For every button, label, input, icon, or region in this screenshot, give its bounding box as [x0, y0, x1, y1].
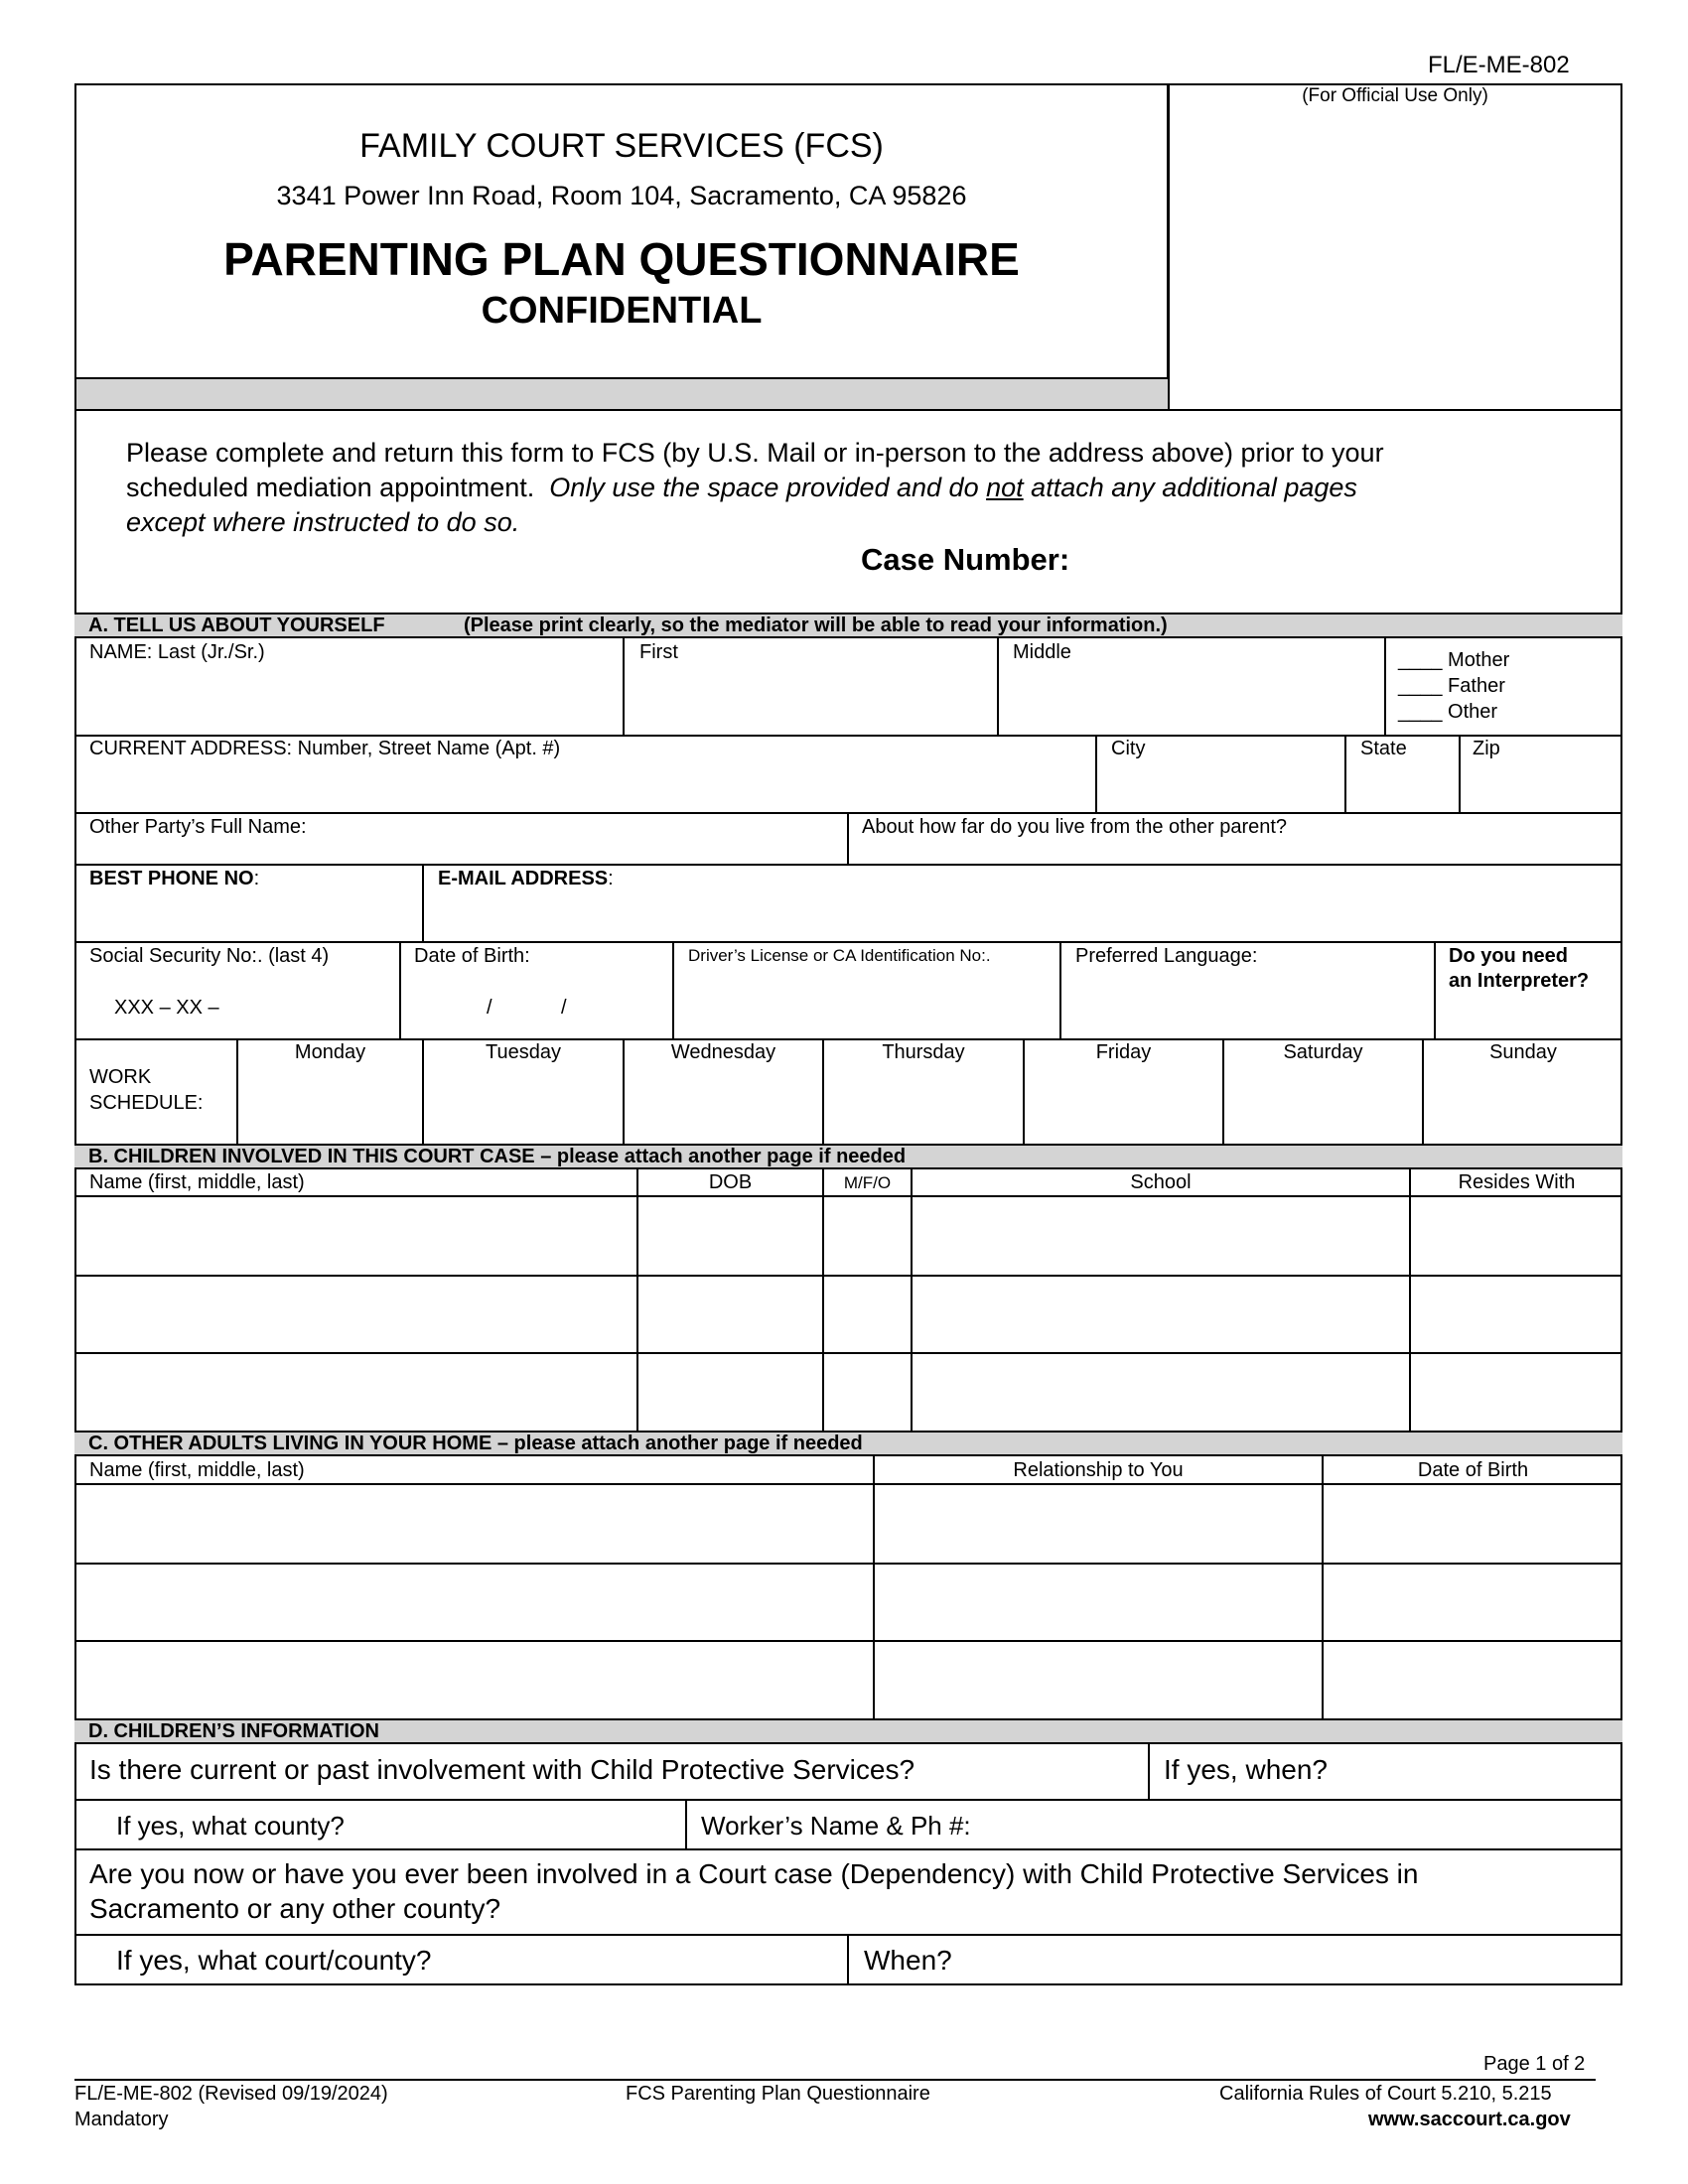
- dl-label: Driver’s License or CA Identification No:.: [688, 946, 991, 965]
- form-body: [74, 409, 1622, 1985]
- instructions-italic-b: attach any additional pages: [1031, 473, 1357, 502]
- b-col-dob: DOB: [708, 1171, 753, 1193]
- interpreter-line1: Do you need: [1449, 945, 1569, 967]
- city-label: City: [1111, 738, 1146, 759]
- dob-label: Date of Birth:: [414, 945, 530, 967]
- instructions-plain: scheduled mediation appointment.: [126, 473, 535, 502]
- day-monday: Monday: [294, 1041, 366, 1063]
- official-use-label: (For Official Use Only): [1302, 85, 1488, 106]
- relation-mother[interactable]: ____ Mother: [1398, 649, 1510, 671]
- distance-label: About how far do you live from the other parent?: [862, 816, 1288, 838]
- day-saturday: Saturday: [1283, 1041, 1363, 1063]
- relation-father[interactable]: ____ Father: [1398, 675, 1505, 697]
- cps-when: If yes, when?: [1164, 1754, 1328, 1785]
- phone-colon: :: [253, 868, 260, 889]
- footer-mandatory: Mandatory: [74, 2109, 169, 2130]
- dob-slash-1: /: [487, 997, 492, 1019]
- section-b-title: B. CHILDREN INVOLVED IN THIS COURT CASE – please attach another page if needed: [88, 1146, 907, 1167]
- case-number-label: Case Number:: [861, 542, 1070, 577]
- other-party-label: Other Party’s Full Name:: [89, 816, 307, 838]
- page-number: Page 1 of 2: [1483, 2053, 1586, 2075]
- b-col-mfo: M/F/O: [843, 1173, 892, 1192]
- instructions-not: not: [986, 473, 1024, 502]
- cps-question: Is there current or past involvement with Child Protective Services?: [89, 1754, 915, 1785]
- org-address: 3341 Power Inn Road, Room 104, Sacramento, CA 95826: [276, 181, 967, 210]
- official-use-box: [1168, 83, 1622, 411]
- instructions-line1: Please complete and return this form to FCS (by U.S. Mail or in-person to the address above) prior to your: [126, 438, 1384, 468]
- work-label-1: WORK: [89, 1066, 152, 1088]
- footer-form-rev: FL/E-ME-802 (Revised 09/19/2024): [74, 2083, 388, 2105]
- court-when: When?: [864, 1945, 952, 1976]
- form-id: FL/E-ME-802: [1428, 52, 1570, 78]
- address-label: CURRENT ADDRESS: Number, Street Name (Apt. #): [89, 738, 561, 759]
- form-subtitle: CONFIDENTIAL: [481, 290, 763, 332]
- dob-slash-2: /: [561, 997, 567, 1019]
- footer-title: FCS Parenting Plan Questionnaire: [626, 2083, 930, 2105]
- instructions-line2: [126, 473, 1357, 503]
- section-a-title: A. TELL US ABOUT YOURSELF: [88, 614, 385, 636]
- section-c-header: [74, 1431, 1622, 1456]
- day-wednesday: Wednesday: [670, 1041, 776, 1063]
- b-col-name: Name (first, middle, last): [89, 1171, 305, 1193]
- phone-label: [89, 868, 259, 890]
- court-county: If yes, what court/county?: [116, 1945, 432, 1976]
- email-colon: :: [608, 868, 614, 889]
- phone-label-text: BEST PHONE NO: [89, 868, 254, 889]
- language-label: Preferred Language:: [1075, 945, 1258, 967]
- section-c-title: C. OTHER ADULTS LIVING IN YOUR HOME – please attach another page if needed: [88, 1433, 863, 1454]
- court-question-line1: Are you now or have you ever been involved in a Court case (Dependency) with Child Protective Services in: [89, 1858, 1419, 1889]
- footer-rules: California Rules of Court 5.210, 5.215: [1219, 2083, 1552, 2105]
- work-label-2: SCHEDULE:: [89, 1092, 204, 1114]
- day-tuesday: Tuesday: [486, 1041, 561, 1063]
- day-thursday: Thursday: [882, 1041, 965, 1063]
- state-label: State: [1360, 738, 1407, 759]
- zip-label: Zip: [1473, 738, 1500, 759]
- form-title: PARENTING PLAN QUESTIONNAIRE: [223, 233, 1020, 285]
- relation-other[interactable]: ____ Other: [1398, 701, 1498, 723]
- org-name: FAMILY COURT SERVICES (FCS): [359, 127, 884, 165]
- day-friday: Friday: [1095, 1041, 1152, 1063]
- b-col-school: School: [1130, 1171, 1192, 1193]
- name-middle-label: Middle: [1013, 641, 1071, 663]
- c-col-name: Name (first, middle, last): [89, 1459, 305, 1481]
- name-first-label: First: [639, 641, 678, 663]
- b-col-resides: Resides With: [1458, 1171, 1576, 1193]
- worker-label: Worker’s Name & Ph #:: [701, 1811, 971, 1841]
- ssn-mask: XXX – XX –: [114, 997, 219, 1019]
- court-question-line2: Sacramento or any other county?: [89, 1893, 501, 1924]
- section-d-title: D. CHILDREN’S INFORMATION: [88, 1720, 379, 1742]
- day-sunday: Sunday: [1489, 1041, 1557, 1063]
- cps-county: If yes, what county?: [116, 1811, 345, 1841]
- instructions-italic-a: Only use the space provided and do: [549, 473, 979, 502]
- email-label-text: E-MAIL ADDRESS: [438, 868, 609, 889]
- interpreter-line2: an Interpreter?: [1449, 970, 1590, 992]
- section-b-header: [74, 1144, 1622, 1169]
- c-col-relationship: Relationship to You: [1013, 1459, 1184, 1481]
- footer-website[interactable]: www.saccourt.ca.gov: [1368, 2109, 1571, 2130]
- name-last-label: NAME: Last (Jr./Sr.): [89, 641, 265, 663]
- section-d-header: [74, 1718, 1622, 1744]
- instructions-line3: except where instructed to do so.: [126, 507, 520, 537]
- header-gray-bar: [76, 377, 1168, 409]
- email-label: [438, 868, 614, 890]
- section-a-header: [74, 613, 1622, 638]
- c-col-dob: Date of Birth: [1417, 1459, 1529, 1481]
- ssn-label: Social Security No:. (last 4): [89, 945, 330, 967]
- section-a-note: (Please print clearly, so the mediator will be able to read your information.): [464, 614, 1168, 636]
